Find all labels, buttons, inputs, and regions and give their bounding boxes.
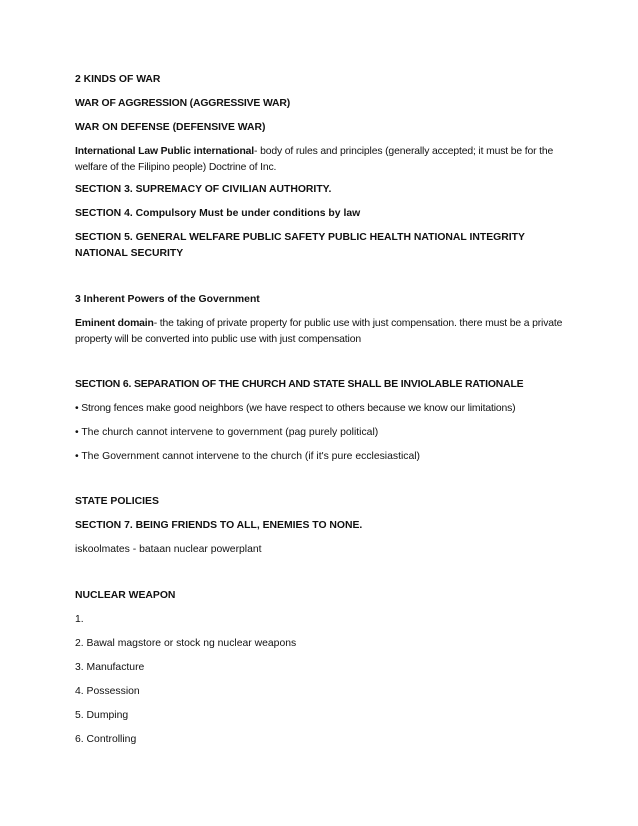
heading-section-6: SECTION 6. SEPARATION OF THE CHURCH AND STATE SHALL BE INVIOLABLE RATIONALE <box>75 379 524 390</box>
heading-war-on-defense: WAR ON DEFENSE (DEFENSIVE WAR) <box>75 122 266 133</box>
list-item: 4. Possession <box>75 686 140 697</box>
definition-international-law: - body of rules and principles (generally accepted; it must be for the welfare of the Filipino people) Doctrine of Inc. <box>75 146 554 173</box>
list-item: 5. Dumping <box>75 710 129 721</box>
heading-section-3: SECTION 3. SUPREMACY OF CIVILIAN AUTHORITY. <box>75 184 332 195</box>
heading-section-5: SECTION 5. GENERAL WELFARE PUBLIC SAFETY PUBLIC HEALTH NATIONAL INTEGRITY NATIONAL SECURITY <box>75 232 525 259</box>
heading-kinds-of-war: 2 KINDS OF WAR <box>75 74 161 85</box>
bullet-item: • The church cannot intervene to government (pag purely political) <box>75 427 379 438</box>
list-item: 1. <box>75 614 84 625</box>
bullet-item: • Strong fences make good neighbors (we have respect to others because we know our limitations) <box>75 403 516 414</box>
paragraph-iskoolmates: iskoolmates - bataan nuclear powerplant <box>75 544 262 555</box>
paragraph-international-law <box>75 144 565 176</box>
heading-nuclear-weapon: NUCLEAR WEAPON <box>75 590 176 601</box>
heading-state-policies: STATE POLICIES <box>75 496 159 507</box>
heading-section-4: SECTION 4. Compulsory Must be under conditions by law <box>75 208 361 219</box>
heading-inherent-powers: 3 Inherent Powers of the Government <box>75 294 260 305</box>
heading-war-of-aggression: WAR OF AGGRESSION (AGGRESSIVE WAR) <box>75 98 291 109</box>
list-item: 2. Bawal magstore or stock ng nuclear weapons <box>75 638 297 649</box>
paragraph-eminent-domain <box>75 316 565 348</box>
definition-eminent-domain: - the taking of private property for public use with just compensation. there must be a private property will be converted into public use with just compensation <box>75 318 563 345</box>
list-item: 3. Manufacture <box>75 662 145 673</box>
heading-section-7: SECTION 7. BEING FRIENDS TO ALL, ENEMIES TO NONE. <box>75 520 363 531</box>
list-item: 6. Controlling <box>75 734 137 745</box>
term-international-law: International Law Public international <box>75 146 255 157</box>
bullet-item: • The Government cannot intervene to the church (if it's pure ecclesiastical) <box>75 451 421 462</box>
term-eminent-domain: Eminent domain <box>75 318 154 329</box>
